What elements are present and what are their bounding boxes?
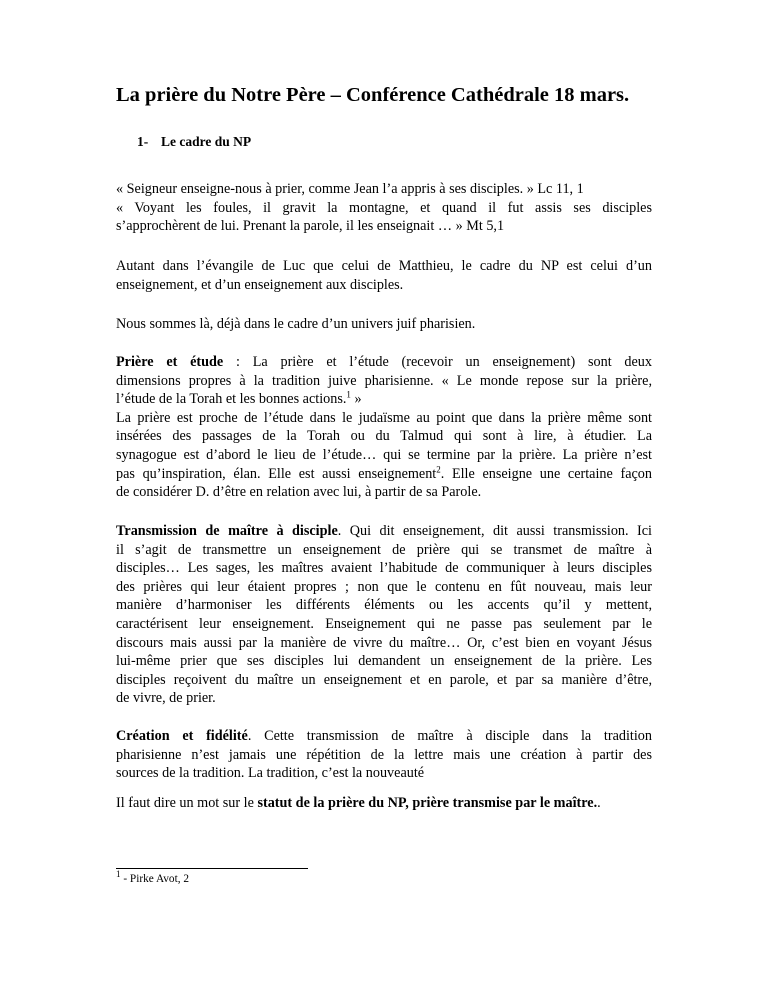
paragraph-line <box>116 353 652 372</box>
footnote-ref-2: 2 <box>436 463 441 474</box>
section-heading <box>137 133 251 151</box>
footnote-mark: 1 <box>116 869 121 880</box>
text-run: . Cette transmission de maître à disciple dans la tradition <box>247 728 652 744</box>
paragraph-line: pharisienne n’est jamais une répétition de la lettre mais une création à partir des <box>116 746 652 763</box>
paragraph-line: il s’agit de transmettre un enseignement de prière qui se transmet de maître à <box>116 541 652 558</box>
quote-matthew-line-1: « Voyant les foules, il gravit la montagne, et quand il fut assis ses disciples <box>116 199 652 216</box>
paragraph-line <box>116 390 652 409</box>
paragraph-line: des prières qui leur étaient propres ; non que le contenu en fût nouveau, mais leur <box>116 578 652 595</box>
paragraph-line: discours mais aussi par la manière de vivre du maître… Or, c’est bien en voyant Jésus <box>116 634 652 651</box>
text-run: l’étude de la Torah et les bonnes actions. <box>116 391 347 408</box>
footnote-ref-1: 1 <box>346 389 351 400</box>
bold-term: Création et fidélité <box>116 728 248 744</box>
paragraph-line: insérées des passages de la Torah ou du Talmud qui sont à lire, à étudier. La <box>116 428 652 445</box>
text-run: : La prière et l’étude (recevoir un enseignement) sont deux <box>223 354 652 370</box>
text-run: Il faut dire un mot sur le <box>116 795 258 811</box>
paragraph-line: de considérer D. d’être en relation avec lui, à partir de sa Parole. <box>116 484 482 501</box>
section-label: Le cadre du NP <box>161 134 252 149</box>
paragraph-line <box>116 727 652 746</box>
paragraph-transmission <box>116 522 652 708</box>
paragraph-line: synagogue est d’abord le lieu de l’étude… qui se termine par la prière. La prière n’est <box>116 446 652 463</box>
paragraph-univers <box>116 315 652 334</box>
footnote-1 <box>116 869 652 886</box>
quote-matthew-line-2: s’approchèrent de lui. Prenant la parole, il les enseignait … » Mt 5,1 <box>116 218 505 235</box>
paragraph-line: disciples reçoivent du maître un enseignement et en parole, et par sa manière d’être, <box>116 671 652 688</box>
paragraph-priere-etude <box>116 353 652 502</box>
paragraph-line: Autant dans l’évangile de Luc que celui de Matthieu, le cadre du NP est celui d’un <box>116 258 652 274</box>
footnote-separator <box>116 868 308 869</box>
paragraph-line: disciples… Les sages, les maîtres avaient l’habitude de communiquer à leurs disciples <box>116 560 652 577</box>
paragraph-line: La prière est proche de l’étude dans le judaïsme au point que dans la prière même sont <box>116 409 652 426</box>
paragraph-line: enseignement, et d’un enseignement aux disciples. <box>116 276 404 293</box>
bold-term: Transmission de maître à disciple <box>116 523 338 539</box>
paragraph-line <box>116 794 652 813</box>
bold-term: statut de la prière du NP, prière transmise par le maître. <box>257 795 598 811</box>
paragraph-line: lui-même prier que ses disciples lui demandent un enseignement de la prière. Les <box>116 653 652 670</box>
paragraph-line <box>116 465 652 484</box>
quote-block <box>116 180 652 236</box>
text-run: . Elle enseigne une certaine façon <box>440 465 652 482</box>
paragraph-cadre <box>116 257 652 294</box>
page-title: La prière du Notre Père – Conférence Cathédrale 18 mars. <box>116 84 630 106</box>
quote-luke: « Seigneur enseigne-nous à prier, comme Jean l’a appris à ses disciples. » Lc 11, 1 <box>116 181 584 197</box>
paragraph-statut <box>116 768 652 813</box>
paragraph-line: sources de la tradition. La tradition, c’est la nouveauté <box>116 765 425 782</box>
text-run: » <box>350 391 362 408</box>
bold-term: Prière et étude <box>116 354 224 370</box>
paragraph-line: de vivre, de prier. <box>116 690 216 707</box>
text-run: . Qui dit enseignement, dit aussi transmission. Ici <box>337 523 652 539</box>
section-number: 1- <box>137 134 149 149</box>
paragraph-line: caractérisent leur enseignement. Enseignement qui ne passe pas seulement par le <box>116 615 652 632</box>
paragraph-line: Nous sommes là, déjà dans le cadre d’un univers juif pharisien. <box>116 316 476 332</box>
paragraph-line: dimensions propres à la tradition juive pharisienne. « Le monde repose sur la prière, <box>116 372 652 389</box>
text-run: - Pirke Avot, 2 <box>120 873 190 885</box>
paragraph-line: manière d’harmoniser les différents éléments ou les accents qu’il y mettent, <box>116 597 652 614</box>
text-run: pas qu’inspiration, élan. Elle est aussi enseignement <box>116 465 437 482</box>
footnotes <box>116 869 652 886</box>
paragraph-line <box>116 522 652 541</box>
text-run: . <box>597 795 601 811</box>
